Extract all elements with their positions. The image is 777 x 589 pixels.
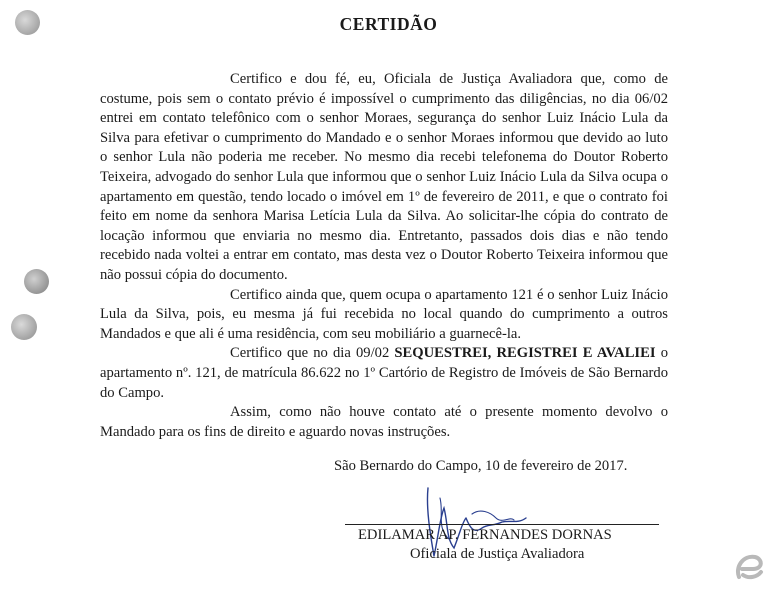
document-body: [100, 70, 668, 442]
date-line: São Bernardo do Campo, 10 de fevereiro de 2017.: [334, 458, 628, 474]
signer-name: EDILAMAR AP. FERNANDES DORNAS: [358, 527, 612, 543]
paragraph-3-lead: Certifico que no dia 09/02: [230, 345, 395, 362]
signature-line: [345, 524, 659, 525]
punch-hole-icon: [24, 269, 49, 294]
paragraph-1: Certifico e dou fé, eu, Oficiala de Justiça Avaliadora que, como de costume, pois sem o contato prévio é impossível o cumprimento das diligências, no dia 06/02 entrei em contato telefônico com o senhor Moraes, segurança do senhor Luiz Inácio Lula da Silva para efetivar o cumprimento do Mandado e o senhor Moraes informou que devido ao luto o senhor Lula não poderia me receber. No mesmo dia recebi telefonema do Doutor Roberto Teixeira, advogado do senhor Lula que informou que o senhor Luiz Inácio Lula da Silva ocupa o apartamento em questão, tendo locado o imóvel em 1º de fevereiro de 2011, e que o contrato foi feito em nome da senhora Marisa Letícia Lula da Silva. Ao solicitar-lhe cópia do contrato de locação informou que enviaria no mesmo dia. Entretanto, passados dois dias e não tendo recebido nada voltei a entrar em contato, mas desta vez o Doutor Roberto Teixeira informou que não possui cópia do documento.: [100, 71, 668, 283]
punch-hole-icon: [11, 314, 37, 340]
paragraph-3: [100, 344, 668, 403]
signer-role: Oficiala de Justiça Avaliadora: [410, 546, 585, 562]
paragraph-4: Assim, como não houve contato até o presente momento devolvo o Mandado para os fins de direito e aguardo novas instruções.: [100, 404, 668, 440]
document-title: CERTIDÃO: [339, 14, 438, 34]
paragraph-3-rest: o apartamento nº. 121, de matrícula 86.622 no 1º Cartório de Registro de Imóveis de São Bernardo do Campo.: [100, 345, 668, 401]
paragraph-2: Certifico ainda que, quem ocupa o apartamento 121 é o senhor Luiz Inácio Lula da Silva, pois, eu mesma já fui recebida no local quando do cumprimento a outros Mandados e que ali é uma residência, com seu mobiliário a guarnecê-la.: [100, 286, 668, 342]
watermark-logo-icon: [733, 551, 765, 583]
paragraph-3-bold: SEQUESTREI, REGISTREI E AVALIEI: [394, 345, 656, 362]
